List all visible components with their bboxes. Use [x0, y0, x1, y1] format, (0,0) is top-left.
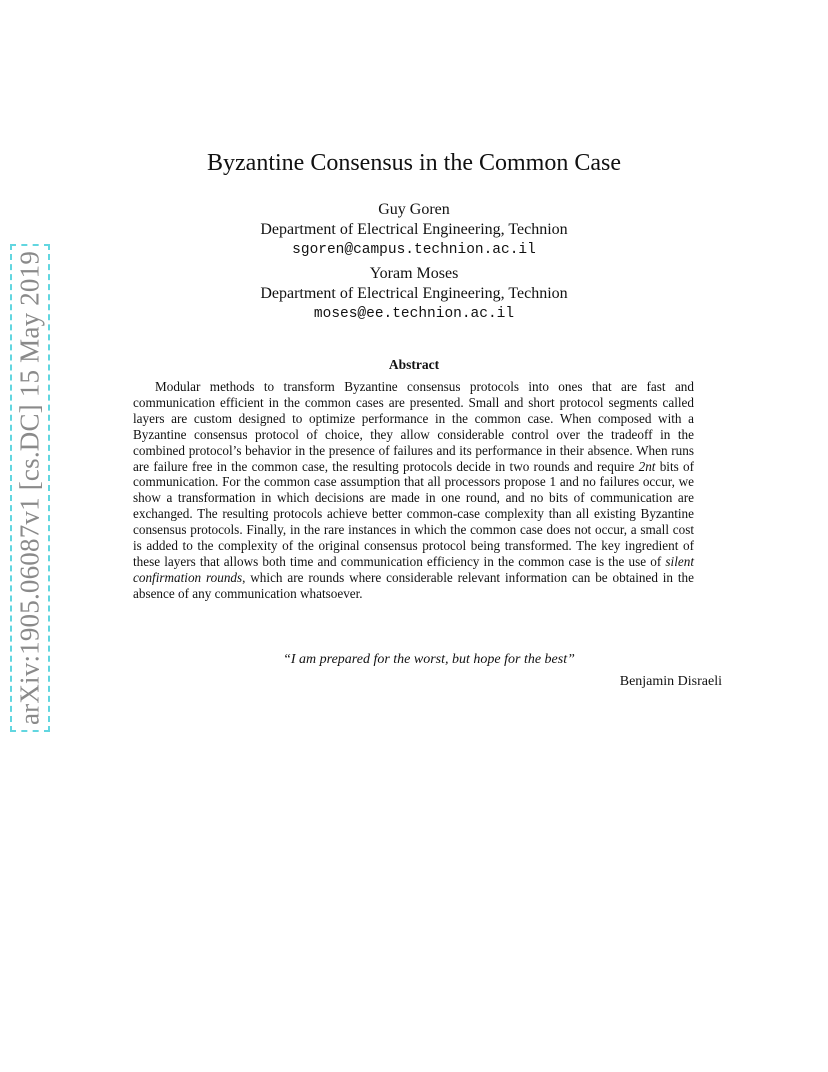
- author-email[interactable]: moses@ee.technion.ac.il: [313, 306, 515, 322]
- author-name: Guy Goren: [378, 201, 450, 218]
- author-affiliation: Department of Electrical Engineering, Technion: [260, 285, 568, 302]
- abstract-part: Modular methods to transform Byzantine consensus protocols into ones that are fast and communication efficient in the common cases are presented. Small and short protocol segments called layers are custom designed to optimize performance in the common case. When composed with a Byzantine consensus protocol of choice, they allow considerable control over the tradeoff in the combined protocol’s behavior in the presence of failures and its performance in their absence. When runs are failure free in the common case, the resulting protocols decide in two rounds and require: [133, 379, 694, 474]
- author-block-2: [0, 264, 828, 324]
- author-email[interactable]: sgoren@campus.technion.ac.il: [292, 242, 536, 258]
- abstract-part: , which are rounds where considerable relevant information can be obtained in the absence of any communication whatsoever.: [133, 569, 694, 601]
- epigraph-quote: “I am prepared for the worst, but hope for the best”: [283, 652, 575, 667]
- epigraph-attribution: Benjamin Disraeli: [619, 674, 722, 689]
- abstract-part: bits of communication. For the common case assumption that all processors propose 1 and no failures occur, we show a transformation in which decisions are made in one round, and no bits of communication are exchanged. The resulting protocols achieve better common-case complexity than all existing Byzantine consensus protocols. Finally, in the rare instances in which the common case does not occur, a small cost is added to the complexity of the original consensus protocol being transformed. The key ingredient of these layers that allows both time and communication efficiency in the common case is the use of: [133, 458, 694, 569]
- abstract-text: [133, 379, 694, 602]
- abstract-heading: Abstract: [388, 357, 440, 372]
- author-affiliation: Department of Electrical Engineering, Technion: [260, 221, 568, 238]
- author-block-1: [0, 200, 828, 260]
- paper-title: Byzantine Consensus in the Common Case: [207, 150, 621, 176]
- abstract-math: 2nt: [638, 458, 656, 474]
- arxiv-id: arXiv:1905.06087v1 [cs.DC] 15 May 2019: [14, 250, 45, 726]
- author-name: Yoram Moses: [369, 265, 459, 282]
- abstract-emphasis: silent confirmation rounds: [133, 553, 694, 585]
